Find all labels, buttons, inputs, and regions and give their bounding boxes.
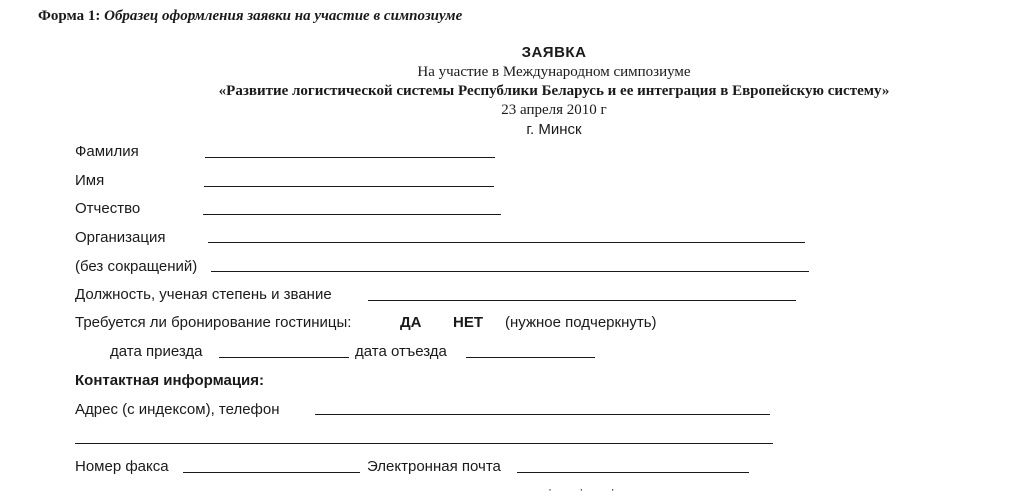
position-label: Должность, ученая степень и звание xyxy=(75,286,332,303)
departure-field[interactable] xyxy=(466,357,595,358)
underline-hint: (нужное подчеркнуть) xyxy=(505,314,657,331)
patronymic-label: Отчество xyxy=(75,200,141,217)
address-phone-label: Адрес (с индексом), телефон xyxy=(75,401,280,418)
organization-full-field[interactable] xyxy=(211,271,809,272)
surname-field[interactable] xyxy=(205,157,495,158)
event-date: 23 апреля 2010 г xyxy=(501,102,607,118)
title-subtitle: На участие в Международном симпозиуме xyxy=(417,64,691,80)
form-number-label: Форма 1: xyxy=(38,8,101,24)
form-header xyxy=(38,8,462,25)
footer-dots: · · · xyxy=(548,482,627,496)
fax-field[interactable] xyxy=(183,472,360,473)
organization-label: Организация xyxy=(75,229,166,246)
name-label: Имя xyxy=(75,172,105,189)
organization-field[interactable] xyxy=(208,242,805,243)
hotel-question: Требуется ли бронирование гостиницы: xyxy=(75,314,352,331)
arrival-field[interactable] xyxy=(219,357,349,358)
fax-label: Номер факса xyxy=(75,458,169,475)
hotel-yes-option[interactable]: ДА xyxy=(400,314,422,331)
address-phone-field-continuation[interactable] xyxy=(75,443,773,444)
arrival-label: дата приезда xyxy=(110,343,203,360)
departure-label: дата отъезда xyxy=(355,343,447,360)
patronymic-field[interactable] xyxy=(203,214,501,215)
symposium-name: «Развитие логистической системы Республики Беларусь и ее интеграция в Европейскую систему» xyxy=(218,83,890,99)
organization-full-label: (без сокращений) xyxy=(75,258,198,275)
hotel-no-option[interactable]: НЕТ xyxy=(453,314,483,331)
address-phone-field[interactable] xyxy=(315,414,770,415)
contact-section-header: Контактная информация: xyxy=(75,372,265,389)
form-description: Образец оформления заявки на участие в симпозиуме xyxy=(104,8,463,24)
surname-label: Фамилия xyxy=(75,143,139,160)
email-label: Электронная почта xyxy=(367,458,501,475)
position-field[interactable] xyxy=(368,300,796,301)
event-city: г. Минск xyxy=(526,121,582,138)
name-field[interactable] xyxy=(204,186,494,187)
document-title: ЗАЯВКА xyxy=(521,44,587,61)
email-field[interactable] xyxy=(517,472,749,473)
